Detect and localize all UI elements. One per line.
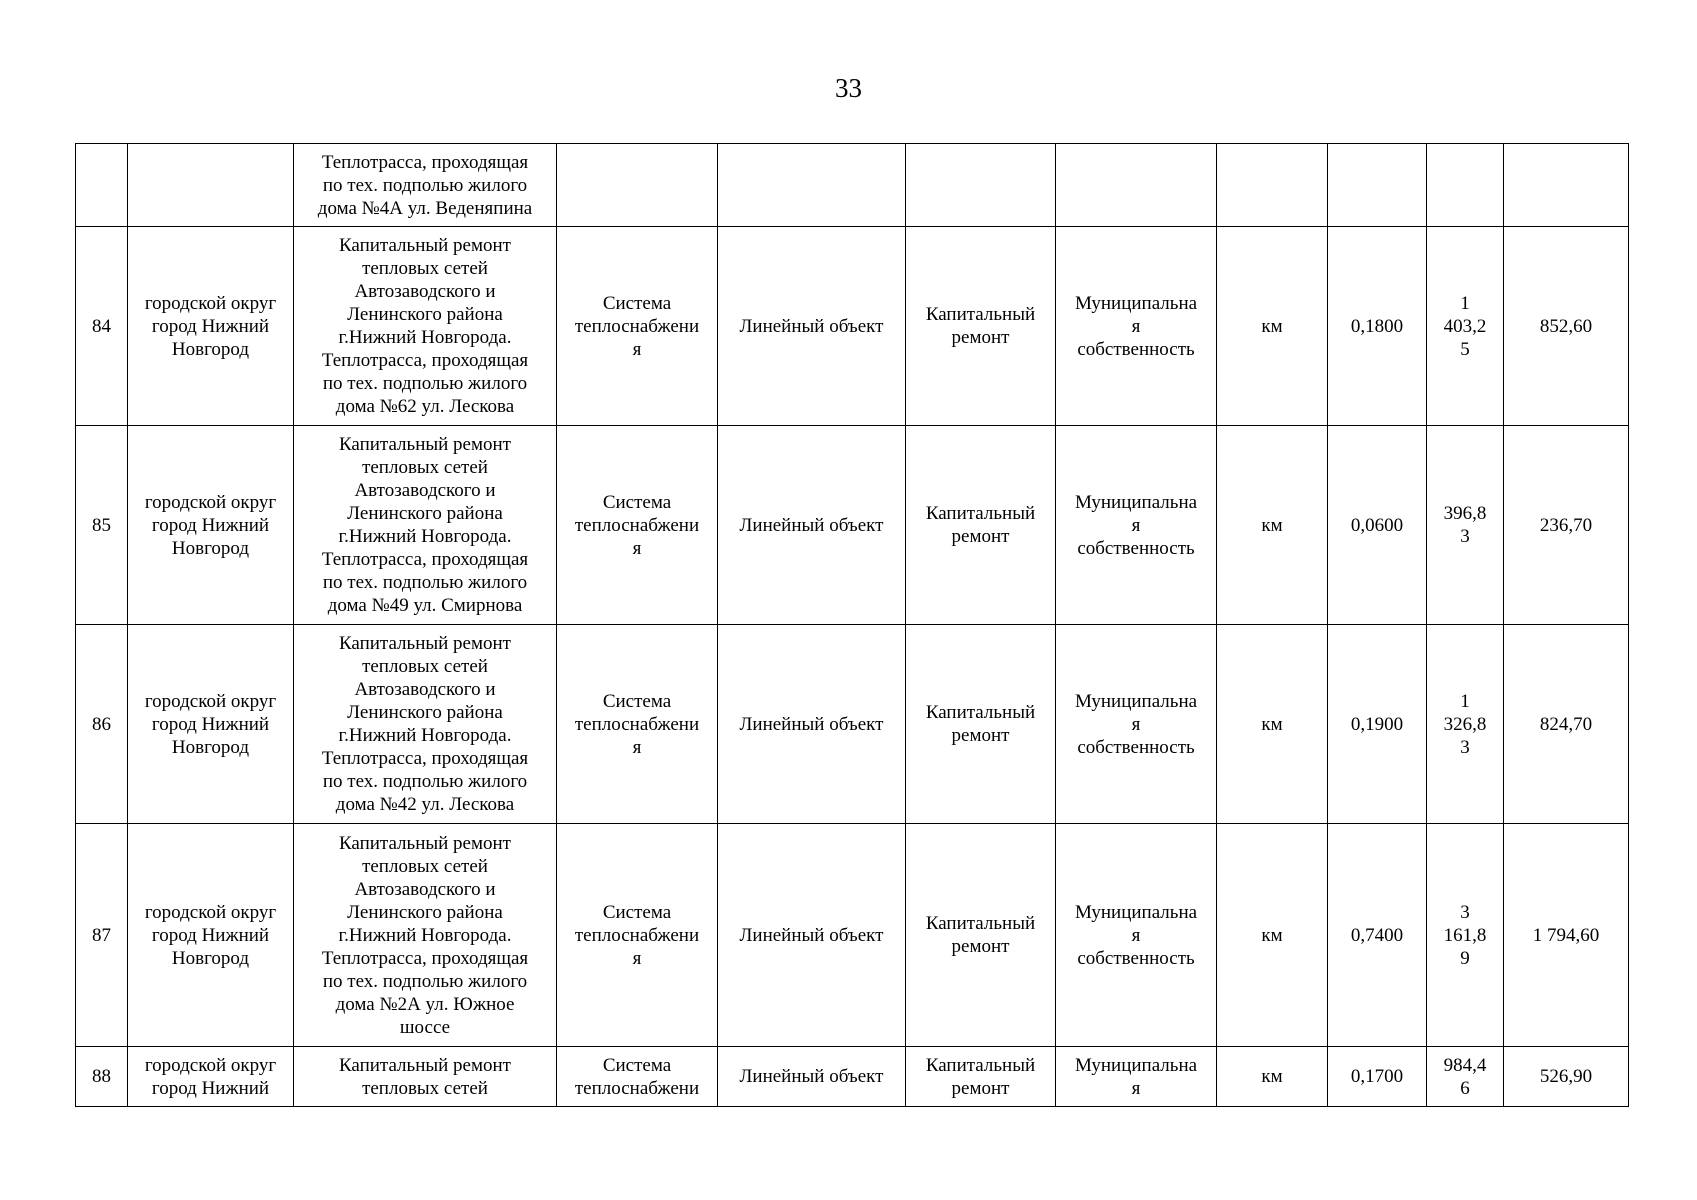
ownership-cell xyxy=(1056,227,1217,426)
object-type-cell xyxy=(718,144,906,227)
work-type: Капитальный ремонт xyxy=(925,1054,1036,1099)
work-type-cell xyxy=(906,227,1056,426)
total-cell xyxy=(1504,625,1629,824)
ownership-cell xyxy=(1056,144,1217,227)
object-type: Линейный объект xyxy=(739,1066,884,1087)
object-name-cell xyxy=(294,426,557,625)
work-type: Капитальный ремонт xyxy=(925,304,1036,348)
row-number-cell xyxy=(76,824,128,1047)
quantity-cell xyxy=(1328,625,1427,824)
work-type-cell xyxy=(906,144,1056,227)
total-cell xyxy=(1504,426,1629,625)
ownership-cell xyxy=(1056,625,1217,824)
object-name: Капитальный ремонт тепловых сетей Автозаводского и Ленинского района г.Нижний Новгорода. Теплотрасса, проходящая по тех. подполью жилого дома №42 ул. Лескова xyxy=(321,633,529,815)
unit: км xyxy=(1261,315,1283,337)
system-cell xyxy=(557,426,718,625)
unit: км xyxy=(1261,514,1283,536)
territory-cell xyxy=(128,144,294,227)
object-type-cell xyxy=(718,1047,906,1107)
object-name: Капитальный ремонт тепловых сетей Автозаводского и Ленинского района г.Нижний Новгорода. Теплотрасса, проходящая по тех. подполью жилого дома №2А ул. Южное шоссе xyxy=(321,832,529,1038)
row-number: 84 xyxy=(92,315,111,337)
system: Система теплоснабжени я xyxy=(574,901,700,969)
cost: 396,8 3 xyxy=(1443,503,1487,547)
territory-cell xyxy=(128,426,294,625)
unit: км xyxy=(1261,924,1283,946)
cost-cell xyxy=(1427,824,1504,1047)
object-name-cell xyxy=(294,625,557,824)
system: Система теплоснабжени xyxy=(574,1054,700,1099)
object-name: Капитальный ремонт тепловых сетей Автозаводского и Ленинского района г.Нижний Новгорода. Теплотрасса, проходящая по тех. подполью жилого дома №62 ул. Лескова xyxy=(321,235,529,417)
cost-cell xyxy=(1427,426,1504,625)
row-number-cell xyxy=(76,426,128,625)
work-type: Капитальный ремонт xyxy=(925,503,1036,547)
ownership: Муниципальна я xyxy=(1074,1054,1198,1099)
object-name-cell xyxy=(294,824,557,1047)
unit-cell xyxy=(1217,227,1328,426)
row-number-cell xyxy=(76,144,128,227)
unit-cell xyxy=(1217,824,1328,1047)
page-number: 33 xyxy=(835,73,862,103)
territory-cell xyxy=(128,625,294,824)
total: 526,90 xyxy=(1539,1066,1593,1087)
total: 824,70 xyxy=(1539,713,1593,735)
total: 1 794,60 xyxy=(1532,924,1600,946)
total-cell xyxy=(1504,144,1629,227)
table-row xyxy=(76,1047,1629,1107)
object-type-cell xyxy=(718,227,906,426)
work-type-cell xyxy=(906,625,1056,824)
system-cell xyxy=(557,824,718,1047)
object-type: Линейный объект xyxy=(739,514,884,536)
ownership-cell xyxy=(1056,824,1217,1047)
object-type-cell xyxy=(718,625,906,824)
object-type: Линейный объект xyxy=(739,315,884,337)
unit-cell xyxy=(1217,1047,1328,1107)
territory: городской округ город Нижний Новгород xyxy=(144,292,277,360)
quantity: 0,1900 xyxy=(1350,713,1404,735)
object-name-cell xyxy=(294,227,557,426)
territory-cell xyxy=(128,824,294,1047)
object-type: Линейный объект xyxy=(739,924,884,946)
object-type-cell xyxy=(718,824,906,1047)
ownership-cell xyxy=(1056,1047,1217,1107)
row-number-cell xyxy=(76,227,128,426)
object-name-cell xyxy=(294,1047,557,1107)
territory: городской округ город Нижний Новгород xyxy=(144,690,277,758)
quantity: 0,0600 xyxy=(1350,514,1404,536)
unit-cell xyxy=(1217,426,1328,625)
quantity: 0,1800 xyxy=(1350,315,1404,337)
system: Система теплоснабжени я xyxy=(574,491,700,559)
quantity-cell xyxy=(1328,144,1427,227)
row-number-cell xyxy=(76,1047,128,1107)
table-row xyxy=(76,144,1629,227)
total-cell xyxy=(1504,824,1629,1047)
ownership: Муниципальна я собственность xyxy=(1074,491,1198,559)
work-type-cell xyxy=(906,824,1056,1047)
table-row xyxy=(76,426,1629,625)
table-row xyxy=(76,227,1629,426)
quantity: 0,1700 xyxy=(1350,1066,1404,1087)
total-cell xyxy=(1504,227,1629,426)
work-type: Капитальный ремонт xyxy=(925,702,1036,746)
table-row xyxy=(76,824,1629,1047)
unit: км xyxy=(1261,1066,1283,1087)
territory: городской округ город Нижний Новгород xyxy=(144,491,277,559)
cost: 1 403,2 5 xyxy=(1443,292,1487,360)
total: 852,60 xyxy=(1539,315,1593,337)
territory-cell xyxy=(128,1047,294,1107)
quantity: 0,7400 xyxy=(1350,924,1404,946)
quantity-cell xyxy=(1328,1047,1427,1107)
table-row xyxy=(76,625,1629,824)
unit-cell xyxy=(1217,625,1328,824)
row-number: 85 xyxy=(92,514,111,536)
row-number: 88 xyxy=(92,1066,111,1087)
cost-cell xyxy=(1427,625,1504,824)
cost-cell xyxy=(1427,227,1504,426)
row-number: 86 xyxy=(92,713,111,735)
object-name: Капитальный ремонт тепловых сетей xyxy=(338,1054,511,1099)
unit-cell xyxy=(1217,144,1328,227)
cost-cell xyxy=(1427,1047,1504,1107)
unit: км xyxy=(1261,713,1283,735)
system-cell xyxy=(557,625,718,824)
cost: 984,4 6 xyxy=(1443,1054,1487,1099)
quantity-cell xyxy=(1328,824,1427,1047)
total-cell xyxy=(1504,1047,1629,1107)
row-number-cell xyxy=(76,625,128,824)
work-type-cell xyxy=(906,426,1056,625)
total: 236,70 xyxy=(1539,514,1593,536)
cost: 1 326,8 3 xyxy=(1443,690,1487,758)
system: Система теплоснабжени я xyxy=(574,292,700,360)
system: Система теплоснабжени я xyxy=(574,690,700,758)
object-name: Теплотрасса, проходящая по тех. подполью жилого дома №4А ул. Веденяпина xyxy=(317,151,533,219)
ownership: Муниципальна я собственность xyxy=(1074,690,1198,758)
ownership-cell xyxy=(1056,426,1217,625)
cost-cell xyxy=(1427,144,1504,227)
system-cell xyxy=(557,144,718,227)
system-cell xyxy=(557,227,718,426)
ownership: Муниципальна я собственность xyxy=(1074,901,1198,969)
object-name: Капитальный ремонт тепловых сетей Автозаводского и Ленинского района г.Нижний Новгорода. Теплотрасса, проходящая по тех. подполью жилого дома №49 ул. Смирнова xyxy=(321,434,529,616)
work-type-cell xyxy=(906,1047,1056,1107)
row-number: 87 xyxy=(92,924,111,946)
work-type: Капитальный ремонт xyxy=(925,913,1036,957)
territory: городской округ город Нижний Новгород xyxy=(144,901,277,969)
object-type-cell xyxy=(718,426,906,625)
quantity-cell xyxy=(1328,426,1427,625)
ownership: Муниципальна я собственность xyxy=(1074,292,1198,360)
territory: городской округ город Нижний xyxy=(144,1054,277,1099)
cost: 3 161,8 9 xyxy=(1443,901,1487,969)
object-type: Линейный объект xyxy=(739,713,884,735)
system-cell xyxy=(557,1047,718,1107)
object-name-cell xyxy=(294,144,557,227)
data-table xyxy=(75,143,1629,1107)
quantity-cell xyxy=(1328,227,1427,426)
territory-cell xyxy=(128,227,294,426)
